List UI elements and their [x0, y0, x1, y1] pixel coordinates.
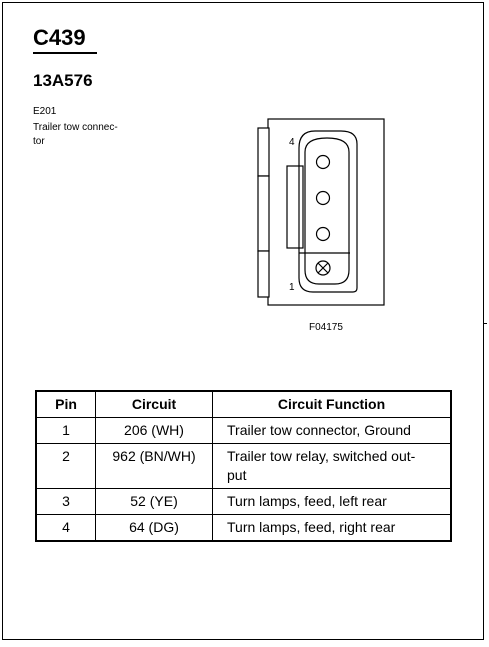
- function-cell: Trailer tow relay, switched out- put: [213, 444, 452, 489]
- figure-code: F04175: [309, 322, 343, 333]
- pin-table: [35, 390, 452, 542]
- pin-4: [317, 156, 330, 169]
- part-number: 13A576: [33, 71, 93, 90]
- header-circuit: Circuit: [96, 391, 213, 418]
- table-row: [36, 418, 451, 444]
- function-cell: Turn lamps, feed, right rear: [213, 515, 452, 542]
- circuit-cell: 206 (WH): [96, 418, 213, 444]
- latch-bottom: [258, 251, 269, 297]
- pin-cell: 4: [36, 515, 96, 542]
- pin-label-top: 4: [289, 137, 295, 148]
- connector-description: Trailer tow connec- tor: [33, 122, 118, 147]
- title-underline: [33, 52, 97, 54]
- function-cell: Trailer tow connector, Ground: [213, 418, 452, 444]
- latch-top: [258, 128, 269, 176]
- connector-housing: [268, 119, 384, 305]
- header-function: Circuit Function: [213, 391, 452, 418]
- key-block: [287, 166, 303, 248]
- pin-cell: 3: [36, 489, 96, 515]
- table-header-row: [36, 391, 451, 418]
- table-row: [36, 489, 451, 515]
- pin-cell: 1: [36, 418, 96, 444]
- circuit-cell: 962 (BN/WH): [96, 444, 213, 489]
- circuit-cell: 64 (DG): [96, 515, 213, 542]
- connector-id: C439: [33, 25, 86, 50]
- page-frame: [2, 2, 484, 640]
- latch-middle: [258, 176, 269, 251]
- margin-tick: [484, 323, 487, 324]
- pin-label-bottom: 1: [289, 282, 295, 293]
- table-row: [36, 515, 451, 542]
- table-row: [36, 444, 451, 489]
- header-pin: Pin: [36, 391, 96, 418]
- connector-diagram: [255, 118, 390, 310]
- connector-code: E201: [33, 106, 57, 117]
- pin-2: [317, 228, 330, 241]
- function-cell: Turn lamps, feed, left rear: [213, 489, 452, 515]
- pin-3: [317, 192, 330, 205]
- circuit-cell: 52 (YE): [96, 489, 213, 515]
- pin-cell: 2: [36, 444, 96, 489]
